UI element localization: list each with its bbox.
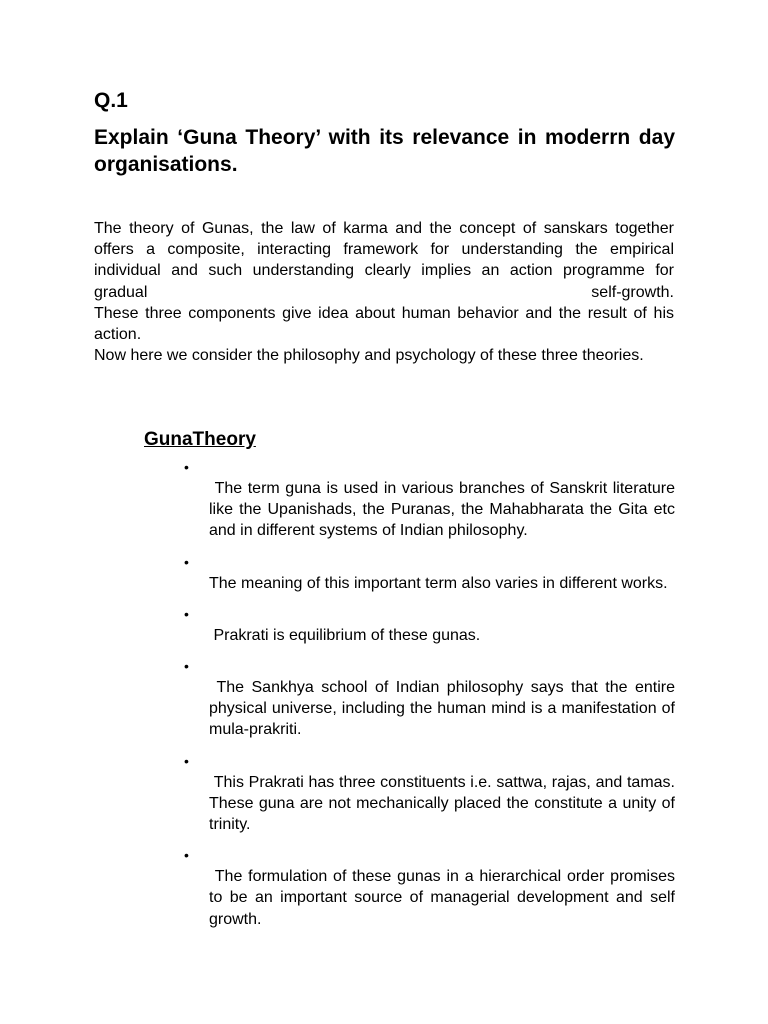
bullet-text: This Prakrati has three constituents i.e. sattwa, rajas, and tamas. These guna are not mechanically placed the constitute a unity of trinity. (209, 773, 680, 834)
list-item (180, 552, 675, 594)
bullet-icon: • (184, 847, 189, 864)
intro-text (94, 218, 674, 366)
question-title: Explain ‘Guna Theory’ with its relevance in moderrn day organisations. (94, 126, 675, 176)
section-heading: GunaTheory (144, 429, 256, 450)
list-item (180, 656, 680, 741)
bullet-text: The term guna is used in various branches of Sanskrit literature like the Upanishads, the Puranas, the Mahabharata the Gita etc and in different systems of Indian philosophy. (209, 480, 680, 540)
intro-paragraph: The theory of Gunas, the law of karma and the concept of sanskars together offers a composite, interacting framework for understanding the empirical individual and such understanding clearly implies an action programme for gradual self-growth. (94, 220, 674, 301)
bullet-text: The Sankhya school of Indian philosophy says that the entire physical universe, including the human mind is a manifestation of mula-prakriti. (209, 679, 680, 739)
bullet-list (180, 457, 680, 940)
question-number: Q.1 (94, 89, 128, 112)
bullet-icon: • (184, 658, 189, 675)
list-item (180, 604, 675, 646)
bullet-icon: • (184, 459, 189, 475)
intro-paragraph: These three components give idea about human behavior and the result of his action. (94, 304, 674, 344)
bullet-icon: • (184, 605, 189, 622)
bullet-text: Prakrati is equilibrium of these gunas. (209, 626, 481, 644)
bullet-text: The meaning of this important term also varies in different works. (209, 574, 668, 592)
bullet-icon: • (184, 752, 189, 769)
bullet-icon: • (184, 553, 189, 570)
list-item (180, 457, 680, 542)
bullet-text: The formulation of these gunas in a hierarchical order promises to be an important source of managerial development and self growth. (209, 868, 680, 928)
intro-paragraph: Now here we consider the philosophy and psychology of these three theories. (94, 347, 644, 365)
list-item (180, 751, 680, 836)
list-item (180, 845, 680, 930)
